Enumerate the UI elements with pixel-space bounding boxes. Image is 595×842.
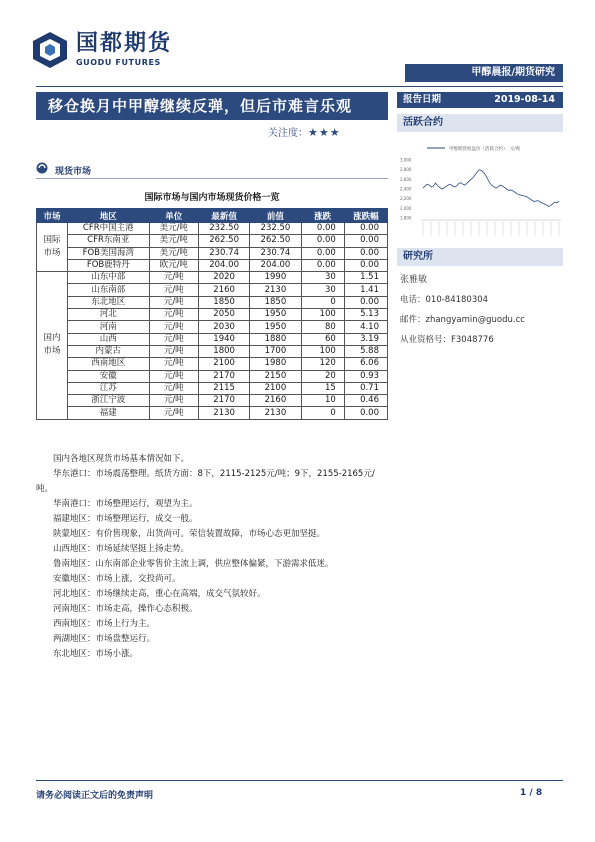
table-row [37, 284, 388, 296]
attention-label: 关注度： [268, 128, 308, 139]
table-cell: 内蒙古 [68, 345, 150, 357]
table-row [37, 247, 388, 259]
table-cell: 1850 [198, 296, 249, 308]
table-cell: 2130 [250, 407, 301, 419]
table-cell: 元/吨 [149, 370, 198, 382]
table-cell: 2160 [250, 395, 301, 407]
table-cell: 2130 [250, 284, 301, 296]
table-cell: 230.74 [198, 247, 249, 259]
table-cell: 10 [301, 395, 344, 407]
table-cell: 安徽 [68, 370, 150, 382]
table-cell: 262.50 [198, 235, 249, 247]
table-caption: 国际市场与国内市场现货价格一览 [144, 193, 280, 203]
table-cell: 2160 [198, 284, 249, 296]
table-cell: 元/吨 [149, 345, 198, 357]
table-cell: 河北 [68, 309, 150, 321]
col-header: 前值 [250, 209, 301, 223]
analyst-email: 邮件：zhangyamin@guodu.cc [400, 315, 525, 325]
table-cell: 1850 [250, 296, 301, 308]
research-dept-title: 研究所 [397, 248, 563, 266]
table-cell: 元/吨 [149, 358, 198, 370]
table-cell: 美元/吨 [149, 247, 198, 259]
table-cell: 5.88 [344, 345, 387, 357]
table-cell: 0.00 [301, 247, 344, 259]
table-cell: CFR东南亚 [68, 235, 150, 247]
table-cell: 0.00 [344, 223, 387, 235]
commentary-paragraph: 西南地区：市场上行为主。 [53, 619, 156, 629]
table-cell: CFR中国主港 [68, 223, 150, 235]
table-cell: 元/吨 [149, 333, 198, 345]
table-cell: 230.74 [250, 247, 301, 259]
table-row [37, 345, 388, 357]
table-cell: 232.50 [198, 223, 249, 235]
chart-y-tick: 2,200 [400, 196, 412, 202]
table-cell: 30 [301, 284, 344, 296]
table-header-row [37, 209, 388, 223]
commentary-paragraph: 安徽地区：市场上涨，交投尚可。 [53, 574, 181, 584]
table-row [37, 382, 388, 394]
table-cell: 2170 [198, 395, 249, 407]
table-cell: 2100 [250, 382, 301, 394]
col-header: 市场 [37, 209, 68, 223]
table-row [37, 358, 388, 370]
table-cell: 山西 [68, 333, 150, 345]
table-cell: 1980 [250, 358, 301, 370]
table-cell: 1700 [250, 345, 301, 357]
table-cell: 0.00 [344, 259, 387, 271]
col-header: 涨跌幅 [344, 209, 387, 223]
col-header: 地区 [68, 209, 150, 223]
table-cell: 西南地区 [68, 358, 150, 370]
chart-series-line [423, 170, 559, 207]
table-cell: 2130 [198, 407, 249, 419]
section-bullet-icon [36, 162, 48, 174]
market-group-cell: 国内市场 [37, 272, 68, 420]
table-cell: 5.13 [344, 309, 387, 321]
price-table [36, 208, 388, 420]
table-row [37, 333, 388, 345]
commentary-paragraph: 山西地区：市场延续坚挺上扬走势。 [53, 544, 190, 554]
table-cell: 浙江宁波 [68, 395, 150, 407]
chart-y-tick: 3,000 [400, 157, 412, 163]
table-cell: 0.00 [301, 223, 344, 235]
table-cell: 2030 [198, 321, 249, 333]
report-date-label: 报告日期 [403, 94, 442, 105]
table-cell: 2100 [198, 358, 249, 370]
market-group-cell: 国际市场 [37, 223, 68, 272]
table-cell: 0.00 [301, 259, 344, 271]
table-row [37, 309, 388, 321]
table-cell: 15 [301, 382, 344, 394]
table-cell: 1800 [198, 345, 249, 357]
section-title: 现货市场 [55, 167, 92, 177]
chart-y-tick: 2,400 [400, 186, 412, 192]
table-cell: 20 [301, 370, 344, 382]
table-cell: 1.41 [344, 284, 387, 296]
col-header: 涨跌 [301, 209, 344, 223]
header-divider [36, 86, 563, 87]
chart-legend: 甲醇期货收盘价（活跃合约）：元/吨 [449, 147, 521, 152]
table-cell: 元/吨 [149, 321, 198, 333]
table-cell: 2170 [198, 370, 249, 382]
table-cell: 3.19 [344, 333, 387, 345]
table-row [37, 321, 388, 333]
analyst-phone: 电话：010-84180304 [400, 295, 489, 305]
table-cell: 美元/吨 [149, 223, 198, 235]
table-cell: 0.00 [344, 407, 387, 419]
guodu-logo-icon [30, 30, 70, 70]
commentary-paragraph: 陕蒙地区：有价售现象，出货尚可。荣信装置故障，市场心态更加坚挺。 [53, 529, 326, 539]
table-cell: 元/吨 [149, 309, 198, 321]
chart-y-tick: 2,600 [400, 176, 412, 182]
table-cell: 80 [301, 321, 344, 333]
table-cell: 东北地区 [68, 296, 150, 308]
table-cell: 2150 [250, 370, 301, 382]
table-row [37, 223, 388, 235]
table-cell: 204.00 [250, 259, 301, 271]
table-row [37, 395, 388, 407]
col-header: 单位 [149, 209, 198, 223]
table-cell: 山东中部 [68, 272, 150, 284]
table-cell: 0.00 [344, 247, 387, 259]
chart-x-axis [423, 222, 559, 236]
table-cell: 0.71 [344, 382, 387, 394]
table-cell: 1950 [250, 309, 301, 321]
table-cell: 262.50 [250, 235, 301, 247]
active-contract-chart [397, 140, 563, 240]
table-row [37, 259, 388, 271]
commentary-paragraph: 国内各地区现货市场基本情况如下。 [53, 454, 190, 464]
chart-y-tick: 2,800 [400, 167, 412, 173]
table-row [37, 235, 388, 247]
table-cell: 0.00 [301, 235, 344, 247]
table-row [37, 407, 388, 419]
commentary-paragraph: 两湖地区：市场盘整运行。 [53, 634, 156, 644]
chart-y-tick: 2,000 [400, 205, 412, 211]
logo-text-cn: 国都期货 [76, 31, 173, 56]
table-row [37, 272, 388, 284]
report-date-value: 2019-08-14 [494, 94, 555, 105]
table-cell: 2050 [198, 309, 249, 321]
table-cell: 1990 [250, 272, 301, 284]
logo-text-en: GUODU FUTURES [76, 58, 161, 67]
table-cell: 100 [301, 309, 344, 321]
table-cell: 6.06 [344, 358, 387, 370]
table-cell: 江苏 [68, 382, 150, 394]
table-cell: FOB美国海湾 [68, 247, 150, 259]
table-cell: 0 [301, 296, 344, 308]
table-cell: 1880 [250, 333, 301, 345]
table-cell: 0.00 [344, 296, 387, 308]
commentary-paragraph: 河南地区：市场走高，操作心态积极。 [53, 604, 198, 614]
footer-divider [36, 780, 563, 781]
active-contract-title: 活跃合约 [397, 114, 563, 132]
table-cell: 元/吨 [149, 395, 198, 407]
commentary-paragraph: 福建地区：市场整理运行，成交一般。 [53, 514, 198, 524]
table-cell: 元/吨 [149, 407, 198, 419]
table-cell: 0.93 [344, 370, 387, 382]
table-cell: 元/吨 [149, 382, 198, 394]
table-cell: 60 [301, 333, 344, 345]
section-divider [36, 178, 388, 179]
table-cell: 1940 [198, 333, 249, 345]
table-cell: 河南 [68, 321, 150, 333]
page-number: 1 / 8 [520, 788, 543, 798]
col-header: 最新值 [198, 209, 249, 223]
table-cell: 欧元/吨 [149, 259, 198, 271]
chart-y-tick: 1,800 [400, 215, 412, 221]
table-cell: 山东南部 [68, 284, 150, 296]
attention-stars: ★★★ [308, 126, 341, 139]
table-cell: 美元/吨 [149, 235, 198, 247]
table-cell: 元/吨 [149, 284, 198, 296]
commentary-paragraph: 鲁南地区：山东南部企业零售价主流上调，供应整体偏紧，下游需求低迷。 [53, 559, 334, 569]
table-cell: 2115 [198, 382, 249, 394]
table-cell: 204.00 [198, 259, 249, 271]
table-row [37, 296, 388, 308]
attention-rating [268, 124, 341, 139]
table-cell: 30 [301, 272, 344, 284]
table-cell: 4.10 [344, 321, 387, 333]
table-cell: 1950 [250, 321, 301, 333]
table-cell: 元/吨 [149, 296, 198, 308]
chart-y-axis [400, 158, 412, 221]
report-title: 移仓换月中甲醇继续反弹，但后市难言乐观 [48, 97, 353, 115]
table-cell: 元/吨 [149, 272, 198, 284]
market-commentary [36, 452, 388, 662]
commentary-paragraph: 华东港口：市场震荡整理。纸货方面：8下，2115-2125元/吨；9下，2155-2165元/吨。 [36, 469, 375, 494]
table-cell: 0.00 [344, 235, 387, 247]
table-cell: FOB鹿特丹 [68, 259, 150, 271]
commentary-paragraph: 华南港口：市场整理运行，观望为主。 [53, 499, 198, 509]
report-category: 甲醇晨报/期货研究 [405, 64, 563, 82]
footer-disclaimer: 请务必阅读正文后的免责声明 [36, 791, 154, 801]
table-cell: 福建 [68, 407, 150, 419]
table-cell: 0.46 [344, 395, 387, 407]
commentary-paragraph: 东北地区：市场小涨。 [53, 649, 139, 659]
analyst-license: 从业资格号：F3048776 [400, 335, 494, 345]
table-cell: 2020 [198, 272, 249, 284]
table-row [37, 370, 388, 382]
table-cell: 120 [301, 358, 344, 370]
table-cell: 232.50 [250, 223, 301, 235]
commentary-paragraph: 河北地区：市场继续走高，重心在高端，成交气氛较好。 [53, 589, 266, 599]
table-cell: 0 [301, 407, 344, 419]
report-date-bar [397, 92, 563, 108]
table-cell: 1.51 [344, 272, 387, 284]
table-cell: 100 [301, 345, 344, 357]
analyst-name: 张雅敏 [400, 275, 428, 285]
